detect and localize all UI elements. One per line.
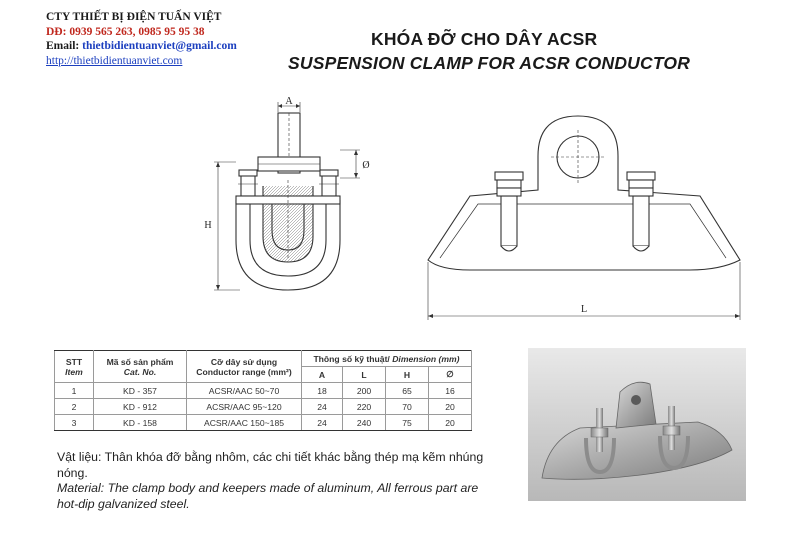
front-view-drawing <box>428 116 740 320</box>
dim-label-h: H <box>204 220 212 231</box>
cell-h: 70 <box>386 399 429 415</box>
cell-stt: 3 <box>55 415 94 431</box>
phone-label: DĐ: <box>46 25 67 38</box>
th-dimension-en: Dimension (mm) <box>392 353 460 364</box>
table-row <box>55 383 472 399</box>
cell-stt: 2 <box>55 399 94 415</box>
cell-phi: 20 <box>429 399 472 415</box>
material-en: Material: The clamp body and keepers made of aluminum, All ferrous part are hot-dip galvanized steel. <box>57 481 479 511</box>
spec-table <box>54 350 472 431</box>
th-dimension-vi: Thông số kỹ thuật/ <box>313 353 390 364</box>
th-dim-a: A <box>302 367 343 383</box>
material-vi: Vật liệu: Thân khóa đỡ bằng nhôm, các chi tiết khác bằng thép mạ kẽm nhúng nóng. <box>57 450 484 480</box>
phone-number: 0939 565 263, 0985 95 95 38 <box>69 25 205 38</box>
th-dim-l: L <box>343 367 386 383</box>
th-conductor-vi: Cỡ dây sử dụng <box>210 356 278 367</box>
product-photo <box>528 348 746 501</box>
cell-conductor: ACSR/AAC 50~70 <box>187 383 302 399</box>
th-stt <box>55 351 94 383</box>
company-name: CTY THIẾT BỊ ĐIỆN TUẤN VIỆT <box>46 11 222 23</box>
th-code <box>94 351 187 383</box>
table-row <box>55 399 472 415</box>
th-code-vi: Mã số sản phẩm <box>106 356 174 367</box>
th-code-en: Cat. No. <box>123 366 157 377</box>
table-row <box>55 415 472 431</box>
cell-a: 18 <box>302 383 343 399</box>
side-view-drawing <box>214 102 360 290</box>
cell-code: KD - 158 <box>94 415 187 431</box>
dim-label-l: L <box>580 304 588 315</box>
cell-a: 24 <box>302 399 343 415</box>
th-stt-en: Item <box>65 366 83 377</box>
cell-a: 24 <box>302 415 343 431</box>
th-stt-vi: STT <box>65 356 83 367</box>
cell-l: 240 <box>343 415 386 431</box>
th-dimension <box>302 351 472 367</box>
cell-code: KD - 357 <box>94 383 187 399</box>
material-description <box>57 450 497 512</box>
cell-l: 200 <box>343 383 386 399</box>
cell-code: KD - 912 <box>94 399 187 415</box>
dim-label-a: A <box>285 96 293 107</box>
cell-phi: 16 <box>429 383 472 399</box>
cell-stt: 1 <box>55 383 94 399</box>
title-english: SUSPENSION CLAMP FOR ACSR CONDUCTOR <box>288 53 691 73</box>
cell-conductor: ACSR/AAC 150~185 <box>187 415 302 431</box>
cell-h: 65 <box>386 383 429 399</box>
email-label: Email: <box>46 40 80 52</box>
cell-conductor: ACSR/AAC 95~120 <box>187 399 302 415</box>
cell-l: 220 <box>343 399 386 415</box>
dim-label-phi: Ø <box>362 160 370 171</box>
title-vietnamese: KHÓA ĐỠ CHO DÂY ACSR <box>371 29 598 49</box>
website-link[interactable]: http://thietbidientuanviet.com <box>46 54 183 67</box>
th-dim-phi: ∅ <box>429 367 472 383</box>
th-conductor <box>187 351 302 383</box>
cell-phi: 20 <box>429 415 472 431</box>
th-conductor-en: Conductor range (mm²) <box>196 366 292 377</box>
th-dim-h: H <box>386 367 429 383</box>
cell-h: 75 <box>386 415 429 431</box>
email-link[interactable]: thietbidientuanviet@gmail.com <box>82 40 237 52</box>
